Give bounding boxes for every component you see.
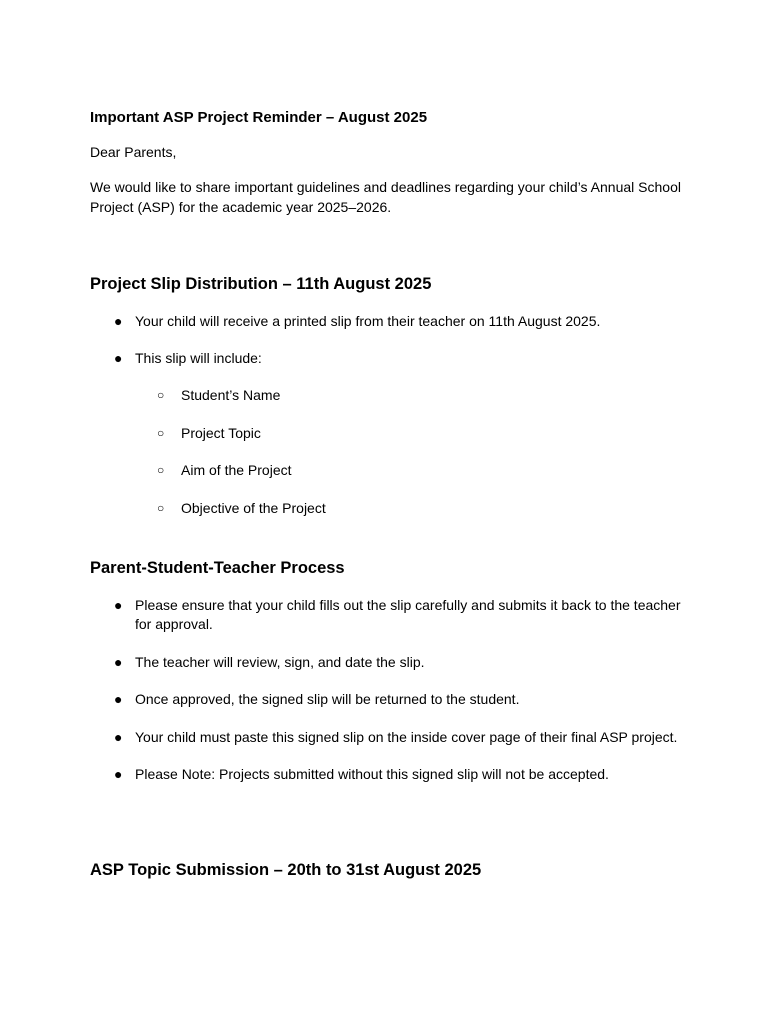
bullet-icon: ● xyxy=(114,691,123,707)
list-item: Once approved, the signed slip will be returned to the student. xyxy=(135,691,520,707)
list-item: Please Note: Projects submitted without this signed slip will not be accepted. xyxy=(135,766,609,782)
list-item: The teacher will review, sign, and date the slip. xyxy=(135,654,425,670)
document-title: Important ASP Project Reminder – August 2025 xyxy=(90,109,428,126)
salutation: Dear Parents, xyxy=(90,144,177,160)
intro-paragraph: We would like to share important guidelines and deadlines regarding your child’s Annual School Project (ASP) for the academic year 2025–2026. xyxy=(90,179,681,215)
bullet-icon: ● xyxy=(114,729,123,745)
section-heading-process: Parent-Student-Teacher Process xyxy=(90,559,345,577)
sub-bullet-icon: ○ xyxy=(157,426,165,440)
sub-bullet-icon: ○ xyxy=(157,501,165,515)
section-heading-slip-distribution: Project Slip Distribution – 11th August 2025 xyxy=(90,275,432,293)
sub-bullet-icon: ○ xyxy=(157,388,165,402)
bullet-icon: ● xyxy=(114,766,123,782)
sub-list-item: Aim of the Project xyxy=(181,462,292,478)
sub-list-item: Project Topic xyxy=(181,425,261,441)
list-item: Your child must paste this signed slip on the inside cover page of their final ASP project. xyxy=(135,729,678,745)
list-item: Your child will receive a printed slip from their teacher on 11th August 2025. xyxy=(135,313,601,329)
bullet-icon: ● xyxy=(114,313,123,329)
bullet-icon: ● xyxy=(114,597,123,613)
list-item: Please ensure that your child fills out the slip carefully and submits it back to the teacher for approval. xyxy=(135,597,681,632)
sub-bullet-icon: ○ xyxy=(157,463,165,477)
section-heading-topic-submission: ASP Topic Submission – 20th to 31st August 2025 xyxy=(90,861,482,879)
bullet-icon: ● xyxy=(114,350,123,366)
bullet-icon: ● xyxy=(114,654,123,670)
list-item: This slip will include: xyxy=(135,350,262,366)
sub-list-item: Objective of the Project xyxy=(181,500,326,516)
sub-list-item: Student’s Name xyxy=(181,387,281,403)
